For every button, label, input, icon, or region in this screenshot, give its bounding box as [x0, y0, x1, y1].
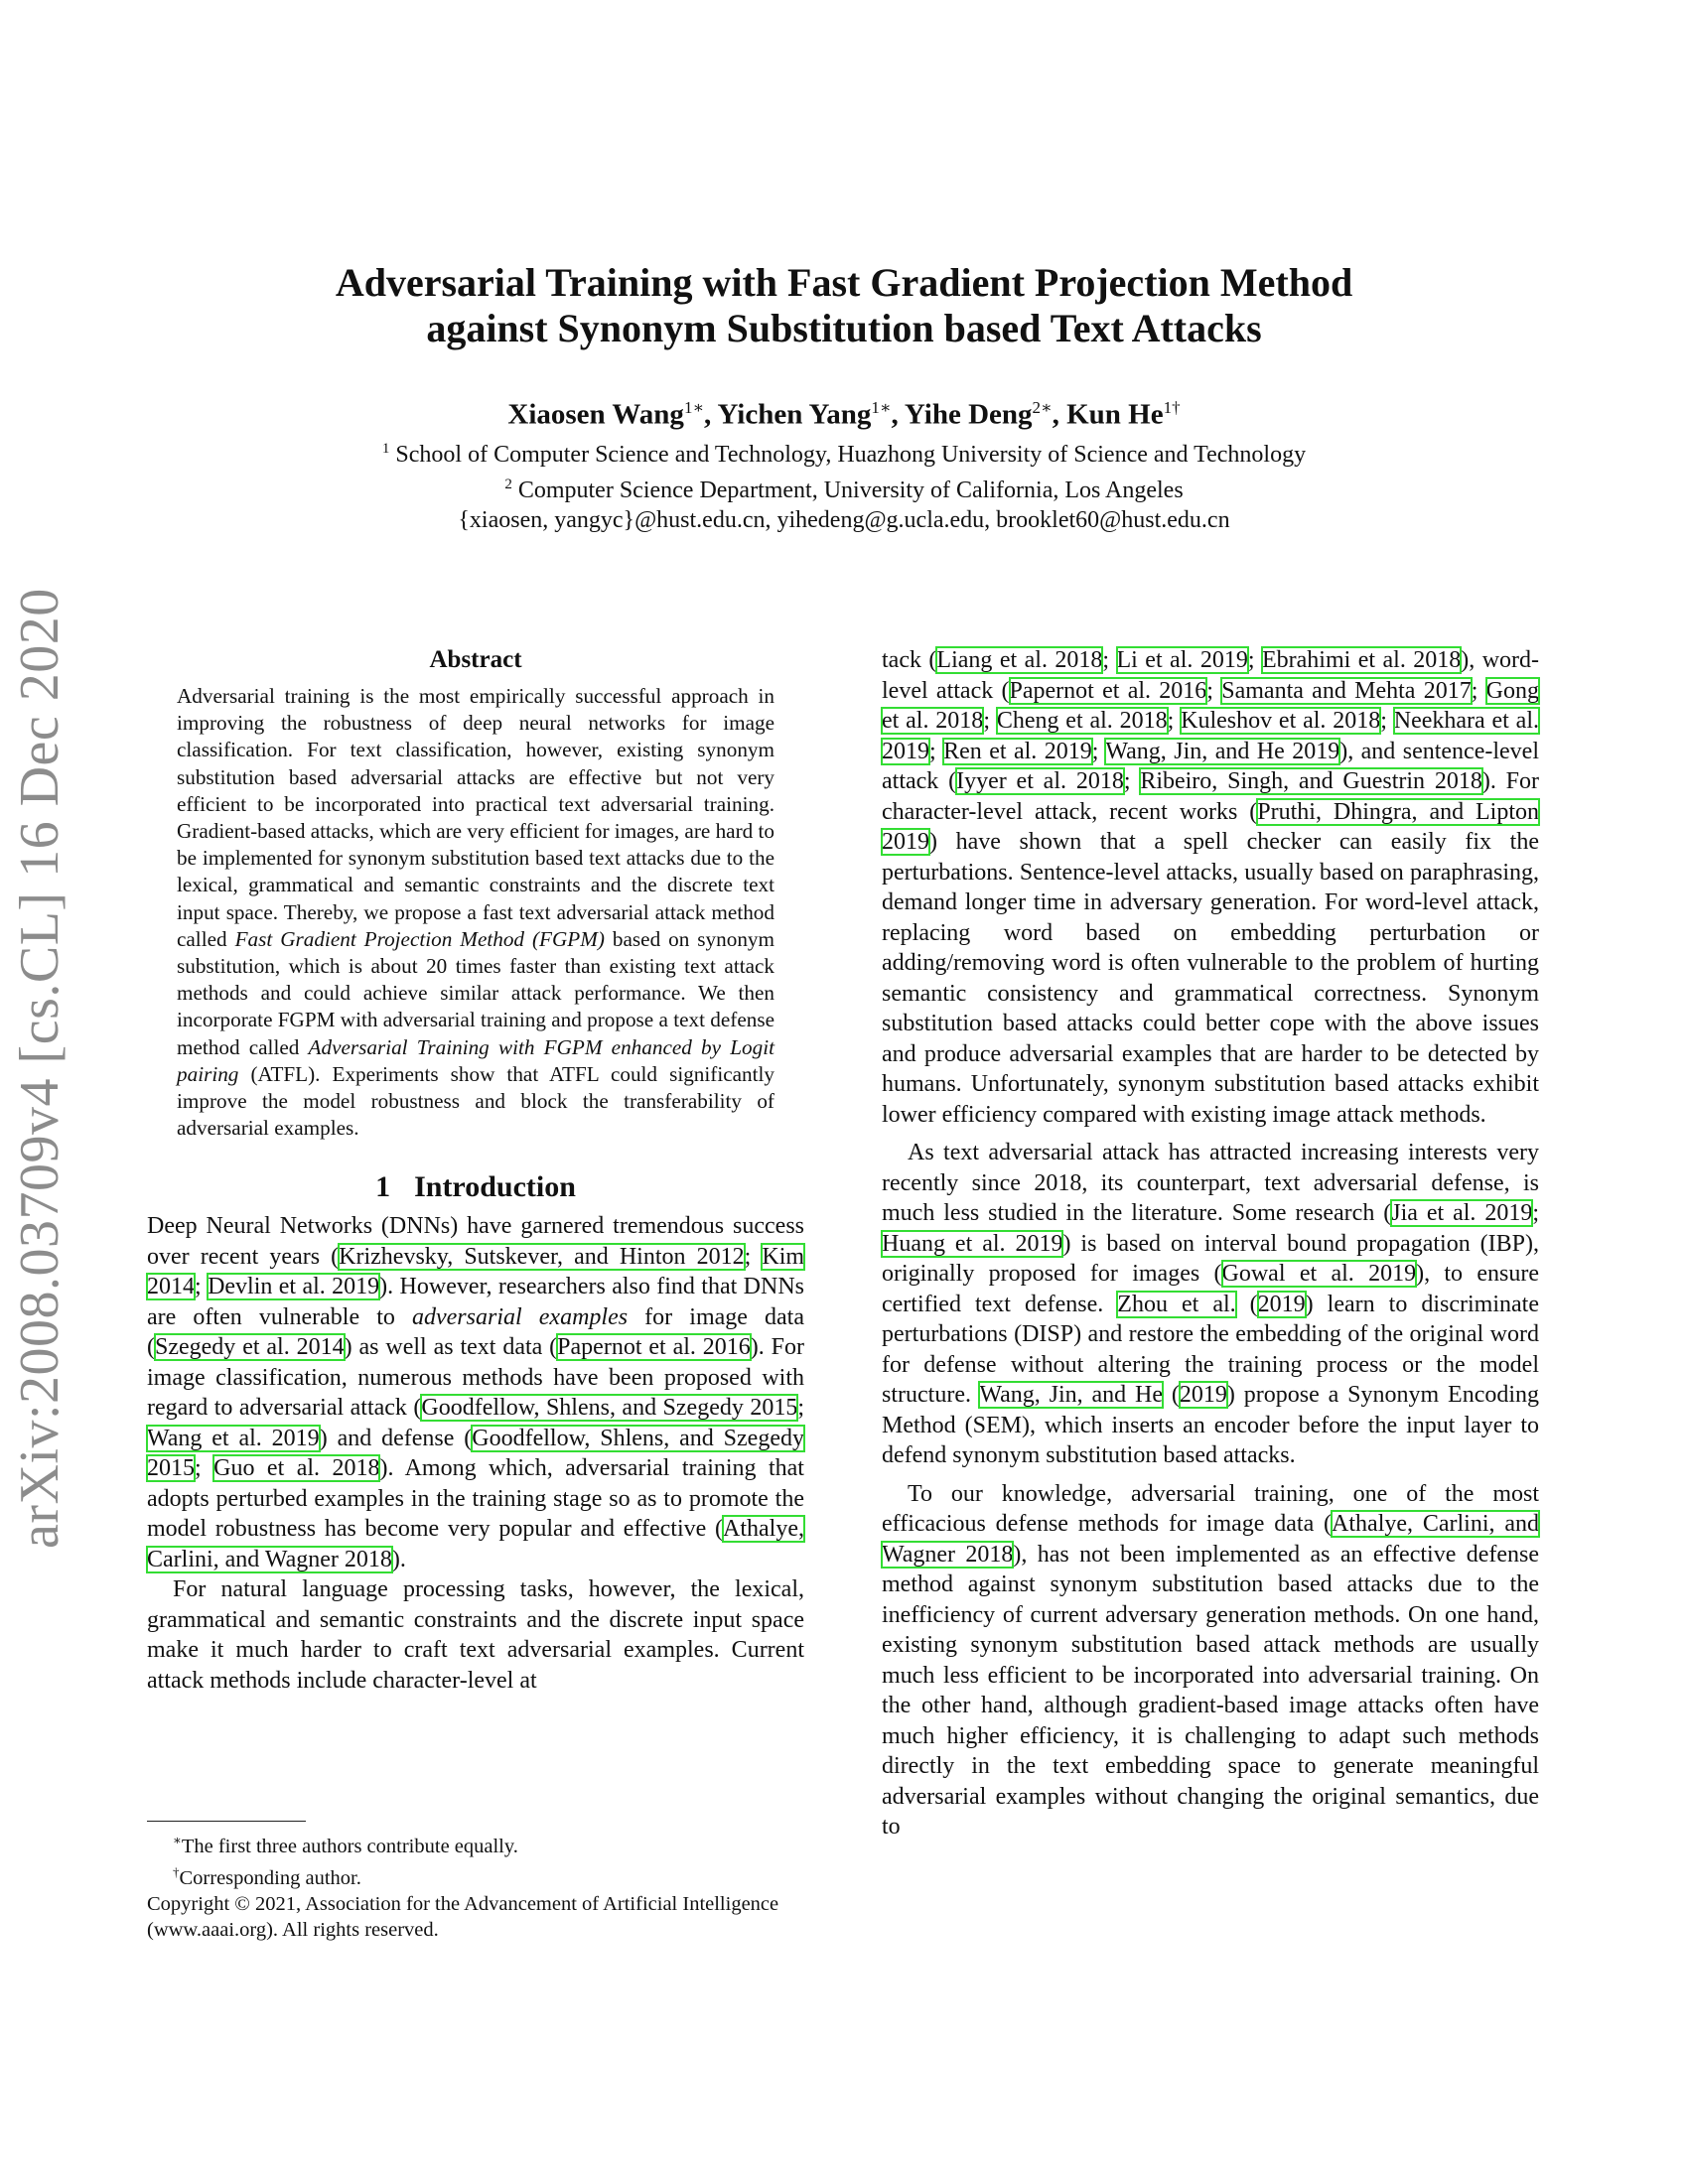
intro-paragraph-3: As text adversarial attack has attracted increasing interests very recently since 2018, its counterpart, text adversarial defense, is much less studied in the literature. Some research (Jia et al. 2019; Huang et al. 2019) is based on interval bound propagation (IBP), originally proposed for images (Gowal et al. 2019), to ensure certified text defense. Zhou et al. (2019) learn to discriminate perturbations (DISP) and restore the embedding of the original word for defense without altering the training process or the model structure. Wang, Jin, and He (2019) propose a Synonym Encoding Method (SEM), which inserts an encoder before the input layer to defend synonym substitution based attacks. — [882, 1140, 1540, 1468]
citation-link[interactable]: Neekhara et al. 2019 — [882, 708, 1539, 764]
citation-link[interactable]: Athalye, Carlini, and Wagner 2018 — [147, 1516, 804, 1572]
citation-link[interactable]: Wang, Jin, and He 2019 — [1105, 738, 1340, 764]
citation-link[interactable]: Huang et al. 2019 — [882, 1230, 1063, 1257]
citation-link[interactable]: 2019 — [1179, 1382, 1227, 1408]
citation-link[interactable]: Guo et al. 2018 — [213, 1455, 380, 1482]
citation-link[interactable]: Kim 2014 — [147, 1243, 805, 1300]
section-title: Introduction — [414, 1170, 576, 1204]
citation-link[interactable]: Gowal et al. 2019 — [1221, 1261, 1417, 1287]
copyright-notice: Copyright © 2021, Association for the Advancement of Artificial Intelligence (www.aaai.org). All rights reserved. — [147, 1892, 779, 1941]
footnotes — [147, 1821, 804, 1943]
citation-link[interactable]: Ebrahimi et al. 2018 — [1261, 647, 1462, 673]
citation-link[interactable]: Zhou et al. — [1117, 1291, 1236, 1317]
citation-link[interactable]: Cheng et al. 2018 — [996, 708, 1168, 734]
citation-link[interactable]: Wang, Jin, and He — [979, 1382, 1164, 1408]
footnote-rule — [147, 1821, 306, 1822]
section-heading-introduction — [147, 1169, 804, 1205]
affiliation-text: School of Computer Science and Technology, Huazhong University of Science and Technology — [395, 442, 1307, 468]
author-mark: 1† — [1163, 398, 1181, 417]
citation-link[interactable]: Ren et al. 2019 — [943, 738, 1092, 764]
citation-link[interactable]: Szegedy et al. 2014 — [155, 1334, 345, 1361]
citation-link[interactable]: Samanta and Mehta 2017 — [1221, 677, 1472, 704]
right-column — [882, 645, 1539, 1843]
affiliation-mark: 2 — [504, 477, 512, 492]
author-emails: {xiaosen, yangyc}@hust.edu.cn, yihedeng@g.ucla.edu, brooklet60@hust.edu.cn — [458, 507, 1230, 533]
paper-title — [149, 260, 1539, 351]
citation-link[interactable]: Wang et al. 2019 — [147, 1425, 320, 1451]
intro-paragraph-4: To our knowledge, adversarial training, one of the most efficacious defense methods for image data (Athalye, Carlini, and Wagner 2018), has not been implemented as an effective defense method against synonym substitution based attacks due to the inefficiency of current adversary generation methods. On one hand, existing synonym substitution based attack methods are usually much less efficient to be incorporated into adversarial training. On the other hand, although gradient-based image attacks often have much higher efficiency, it is challenging to adapt such methods directly in the text embedding space to generate meaningful adversarial examples without changing the original semantics, due to — [882, 1480, 1540, 1840]
abstract-heading: Abstract — [429, 646, 522, 673]
citation-link[interactable]: 2019 — [1257, 1291, 1306, 1317]
affiliation-2 — [149, 470, 1539, 505]
citation-link[interactable]: Papernot et al. 2016 — [1009, 677, 1207, 704]
citation-link[interactable]: Li et al. 2019 — [1116, 647, 1248, 673]
author-name: Yichen Yang — [717, 398, 872, 431]
author-name: Xiaosen Wang — [507, 398, 684, 431]
citation-link[interactable]: Goodfellow, Shlens, and Szegedy 2015 — [147, 1425, 804, 1482]
citation-link[interactable]: Gong et al. 2018 — [882, 677, 1539, 734]
affiliation-text: Computer Science Department, University of California, Los Angeles — [517, 478, 1184, 503]
affiliation-mark: 1 — [381, 441, 390, 457]
affiliations — [149, 434, 1539, 535]
author-mark: 1∗ — [683, 398, 704, 417]
author-list: Xiaosen Wang$^{1∗}$, Yichen Yang$^{1∗}$, Yihe Deng$^{2∗}$, Kun $He^{1\dagger}$ — [507, 398, 1181, 431]
citation-link[interactable]: Devlin et al. 2019 — [208, 1274, 380, 1300]
affiliation-1 — [149, 434, 1539, 470]
citation-link[interactable]: Iyyer et al. 2018 — [956, 768, 1124, 794]
intro-paragraph-1: Deep Neural Networks (DNNs) have garnered tremendous success over recent years (Krizhevsky, Sutskever, and Hinton 2012; Kim 2014; Devlin et al. 2019). However, researchers also find that DNNs are often vulnerable to adversarial examples for image data (Szegedy et al. 2014) as well as text data (Papernot et al. 2016). For image classification, numerous methods have been proposed with regard to adversarial attack (Goodfellow, Shlens, and Szegedy 2015; Wang et al. 2019) and defense (Goodfellow, Shlens, and Szegedy 2015; Guo et al. 2018). Among which, adversarial training that adopts perturbed examples in the training stage so as to promote the model robustness has become very popular and effective (Athalye, Carlini, and Wagner 2018). — [147, 1213, 805, 1572]
abstract-text: Adversarial training is the most empirically successful approach in improving the robustness of deep neural networks for image classification. For text classification, however, existing synonym substitution based adversarial attacks are effective but not very efficient to be incorporated into practical text adversarial training. Gradient-based attacks, which are very efficient for images, are hard to be implemented for synonym substitution based text attacks due to the lexical, grammatical and semantic constraints and the discrete text input space. Thereby, we propose a fast text adversarial attack method called Fast Gradient Projection Method (FGPM) based on synonym substitution, which is about 20 times faster than existing text attack methods and could achieve similar attack performance. We then incorporate FGPM with adversarial training and propose a text defense method called Adversarial Training with FGPM enhanced by Logit pairing (ATFL). Experiments show that ATFL could significantly improve the model robustness and block the transferability of adversarial examples. — [177, 684, 775, 1141]
arxiv-identifier[interactable]: arXiv:2008.03709v4 [cs.CL] 16 Dec 2020 — [9, 588, 70, 1549]
citation-link[interactable]: Athalye, Carlini, and Wagner 2018 — [882, 1511, 1539, 1568]
citation-link[interactable]: Ribeiro, Singh, and Guestrin 2018 — [1140, 768, 1482, 794]
citation-link[interactable]: Goodfellow, Shlens, and Szegedy 2015 — [421, 1395, 798, 1422]
citation-link[interactable]: Kuleshov et al. 2018 — [1181, 708, 1381, 734]
footnote-2: †Corresponding author. — [173, 1863, 361, 1889]
citation-link[interactable]: Jia et al. 2019 — [1391, 1200, 1533, 1226]
intro-paragraph-2-continued: tack (Liang et al. 2018; Li et al. 2019; Ebrahimi et al. 2018), word-level attack (Papernot et al. 2016; Samanta and Mehta 2017; Gong et al. 2018; Cheng et al. 2018; Kuleshov et al. 2018; Neekhara et al. 2019; Ren et al. 2019; Wang, Jin, and He 2019), and sentence-level attack (Iyyer et al. 2018; Ribeiro, Singh, and Guestrin 2018). For character-level attack, recent works (Pruthi, Dhingra, and Lipton 2019) have shown that a spell checker can easily fix the perturbations. Sentence-level attacks, usually based on paraphrasing, demand longer time in adversary generation. For word-level attack, replacing word based on embedding perturbation or adding/removing word is often vulnerable to the problem of hurting semantic consistency and grammatical correctness. Synonym substitution based attacks could better cope with the above issues and produce adversarial examples that are harder to be detected by humans. Unfortunately, synonym substitution based attacks exhibit lower efficiency compared with existing image attack methods. — [882, 647, 1540, 1128]
footnote-1: ∗The first three authors contribute equally. — [173, 1833, 518, 1857]
title-line-1: Adversarial Training with Fast Gradient Projection Method — [335, 260, 1353, 305]
author-mark: 2∗ — [1032, 398, 1053, 417]
author-name: Yihe Deng — [904, 398, 1033, 431]
left-column — [147, 645, 804, 1696]
author-mark: 1∗ — [871, 398, 892, 417]
citation-link[interactable]: Krizhevsky, Sutskever, and Hinton 2012 — [339, 1243, 745, 1270]
citation-link[interactable]: Papernot et al. 2016 — [557, 1334, 751, 1361]
intro-paragraph-2-start: For natural language processing tasks, however, the lexical, grammatical and semantic constraints and the discrete input space make it much harder to craft text adversarial examples. Current attack methods include character-level at — [147, 1576, 804, 1694]
section-number: 1 — [375, 1170, 391, 1204]
title-line-2: against Synonym Substitution based Text Attacks — [426, 306, 1262, 350]
author-name: Kun He — [1066, 398, 1164, 431]
citation-link[interactable]: Liang et al. 2018 — [936, 647, 1103, 673]
citation-link[interactable]: Pruthi, Dhingra, and Lipton 2019 — [882, 798, 1540, 855]
